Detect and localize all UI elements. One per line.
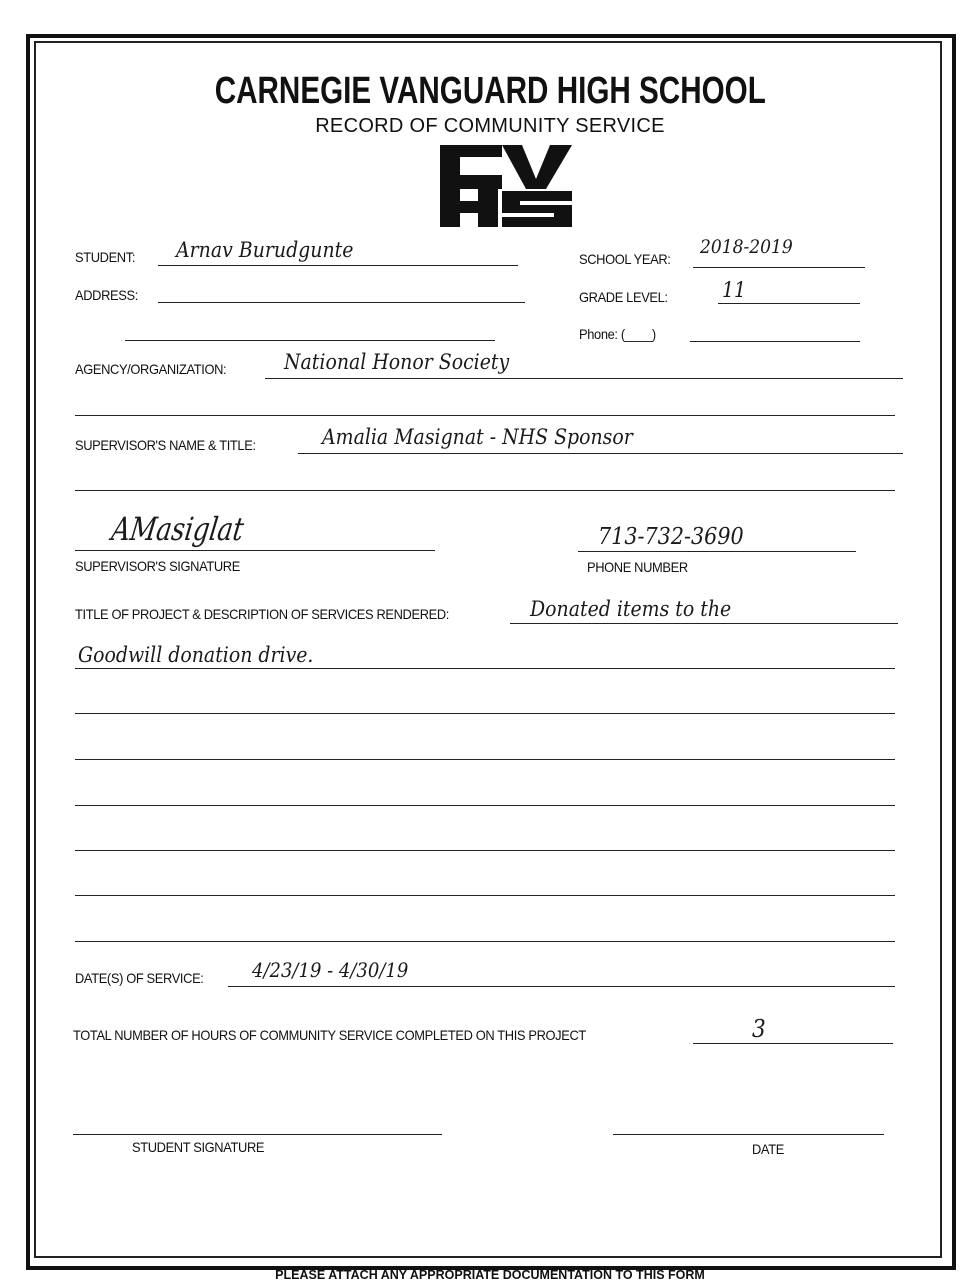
school-year-label: SCHOOL YEAR: [579, 251, 671, 267]
agency-label: AGENCY/ORGANIZATION: [75, 361, 227, 377]
project-line-6[interactable] [75, 850, 895, 851]
supervisor-name-line-2[interactable] [75, 490, 895, 491]
student-label: STUDENT: [75, 249, 136, 265]
date-label: DATE [752, 1141, 784, 1157]
project-line-1 [510, 623, 898, 624]
dates-field[interactable]: 4/23/19 - 4/30/19 [252, 958, 409, 982]
phone-label: Phone: (____) [579, 326, 656, 342]
project-line-4[interactable] [75, 759, 895, 760]
phone-line[interactable] [690, 341, 860, 342]
agency-line [265, 378, 903, 379]
footer-note: PLEASE ATTACH ANY APPROPRIATE DOCUMENTATION TO THIS FORM [275, 1268, 705, 1282]
phone-number-line [578, 551, 856, 552]
agency-line-2[interactable] [75, 415, 895, 416]
address-label: ADDRESS: [75, 287, 138, 303]
supervisor-signature: AMasiglat [109, 510, 247, 548]
school-year-line [693, 267, 865, 268]
total-hours-line [693, 1043, 893, 1044]
total-hours-label: TOTAL NUMBER OF HOURS OF COMMUNITY SERVICE COMPLETED ON THIS PROJECT [73, 1027, 586, 1043]
grade-level-label: GRADE LEVEL: [579, 289, 668, 305]
project-line-8[interactable] [75, 941, 895, 942]
project-title-label: TITLE OF PROJECT & DESCRIPTION OF SERVICES RENDERED: [75, 606, 450, 622]
supervisor-name-label: SUPERVISOR'S NAME & TITLE: [75, 437, 256, 453]
supervisor-signature-label: SUPERVISOR'S SIGNATURE [75, 558, 240, 574]
project-line-3[interactable] [75, 713, 895, 714]
supervisor-name-line [298, 453, 903, 454]
agency-field[interactable]: National Honor Society [284, 350, 510, 374]
student-signature-label: STUDENT SIGNATURE [132, 1139, 265, 1155]
project-line-7[interactable] [75, 895, 895, 896]
grade-level-line [718, 303, 860, 304]
dates-line [228, 986, 895, 987]
date-line[interactable] [613, 1134, 884, 1135]
phone-number-label: PHONE NUMBER [587, 559, 688, 575]
student-line [158, 265, 518, 266]
address-line-2[interactable] [125, 340, 495, 341]
project-line-5[interactable] [75, 805, 895, 806]
cvhs-logo [438, 143, 574, 229]
supervisor-signature-line[interactable] [75, 550, 435, 551]
address-line-1[interactable] [158, 302, 525, 303]
student-signature-line[interactable] [73, 1134, 442, 1135]
school-year-field[interactable]: 2018-2019 [700, 236, 793, 258]
supervisor-name-field[interactable]: Amalia Masignat - NHS Sponsor [322, 425, 633, 449]
phone-number-field[interactable]: 713-732-3690 [598, 524, 744, 550]
dates-label: DATE(S) OF SERVICE: [75, 970, 204, 986]
project-line-2 [75, 668, 895, 669]
student-name-field[interactable]: Arnav Burudgunte [176, 238, 354, 262]
project-description-line-2[interactable]: Goodwill donation drive. [78, 643, 314, 667]
project-description-line-1[interactable]: Donated items to the [530, 597, 732, 621]
form-title: RECORD OF COMMUNITY SERVICE [315, 115, 665, 137]
grade-level-field[interactable]: 11 [722, 278, 747, 302]
total-hours-field[interactable]: 3 [752, 1015, 766, 1043]
school-name: CARNEGIE VANGUARD HIGH SCHOOL [214, 70, 766, 112]
